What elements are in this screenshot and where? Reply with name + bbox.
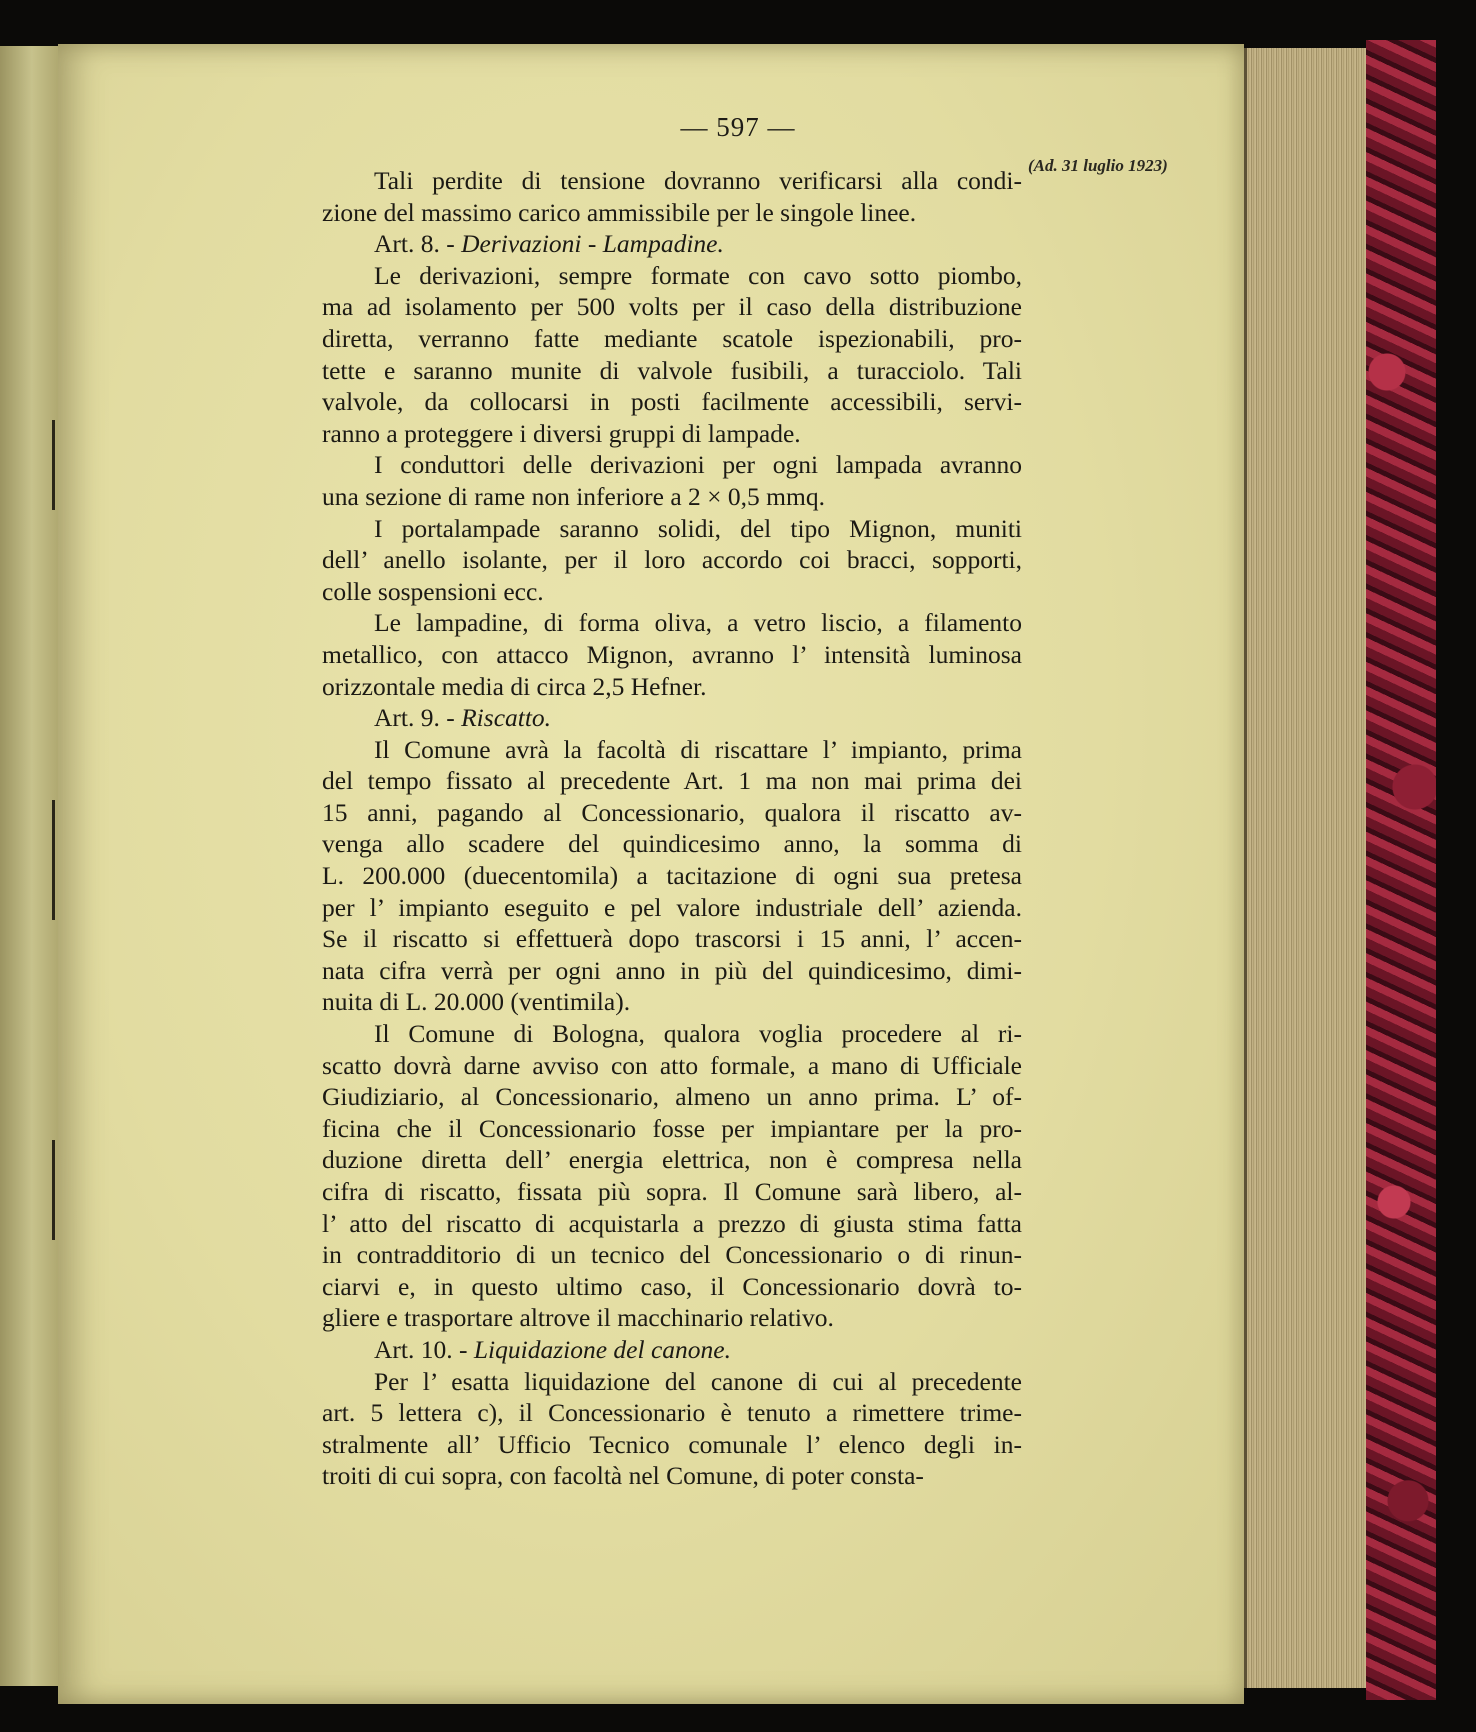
article-title: Riscatto.	[461, 703, 552, 733]
page-number: — 597 —	[680, 112, 796, 142]
article-number: Art. 9. -	[374, 703, 462, 733]
page-edges	[1244, 48, 1369, 1688]
article-title: Derivazioni - Lampadine.	[461, 229, 724, 259]
text-line: orizzontale media di circa 2,5 Hefner.	[322, 671, 707, 701]
text-line: del tempo fissato al precedente Art. 1 ma non mai prima dei	[322, 766, 1022, 796]
article-number: Art. 8. -	[374, 229, 462, 259]
text-line: scatto dovrà darne avviso con atto formale, a mano di Ufficiale	[322, 1050, 1022, 1080]
text-line: zione del massimo carico ammissibile per le singole linee.	[322, 197, 917, 227]
article-heading	[322, 228, 1022, 260]
text-line: Il Comune avrà la facoltà di riscattare l’ impianto, prima	[374, 734, 1022, 764]
text-line: l’ atto del riscatto di acquistarla a prezzo di giusta stima fatta	[322, 1208, 1022, 1238]
text-line: in contradditorio di un tecnico del Concessionario o di rinun-	[322, 1240, 1022, 1270]
text-line: tette e saranno munite di valvole fusibili, a turacciolo. Tali	[322, 355, 1022, 385]
text-line: nuita di L. 20.000 (ventimila).	[322, 987, 631, 1017]
binding-thread	[52, 1140, 55, 1240]
text-line: Giudiziario, al Concessionario, almeno un anno prima. L’ of-	[322, 1082, 1022, 1112]
text-line: Tali perdite di tensione dovranno verificarsi alla condi-	[374, 166, 1022, 195]
text-line: metallico, con attacco Mignon, avranno l’ intensità luminosa	[322, 639, 1022, 669]
text-line: Il Comune di Bologna, qualora voglia procedere al ri-	[374, 1019, 1022, 1049]
article-number: Art. 10. -	[374, 1334, 474, 1364]
marbled-cover	[1366, 40, 1436, 1700]
text-line: ciarvi e, in questo ultimo caso, il Concessionario dovrà to-	[322, 1271, 1022, 1301]
text-line: Se il riscatto si effettuerà dopo trascorsi i 15 anni, l’ accen-	[322, 924, 1022, 954]
body-text	[322, 165, 1022, 1492]
text-line: venga allo scadere del quindicesimo anno, la somma di	[322, 829, 1022, 859]
text-line: I conduttori delle derivazioni per ogni lampada avranno	[374, 450, 1022, 480]
article-title: Liquidazione del canone.	[473, 1334, 731, 1364]
text-line: per l’ impianto eseguito e pel valore industriale dell’ azienda.	[322, 892, 1022, 922]
text-line: dell’ anello isolante, per il loro accordo coi bracci, sopporti,	[322, 545, 1022, 575]
text-line: art. 5 lettera c), il Concessionario è tenuto a rimettere trime-	[322, 1398, 1022, 1428]
text-line: Le derivazioni, sempre formate con cavo sotto piombo,	[374, 260, 1022, 290]
text-line: diretta, verranno fatte mediante scatole ispezionabili, pro-	[322, 323, 1022, 353]
text-line: Per l’ esatta liquidazione del canone di cui al precedente	[374, 1366, 1022, 1396]
text-line: gliere e trasportare altrove il macchinario relativo.	[322, 1303, 834, 1333]
text-line: nata cifra verrà per ogni anno in più del quindicesimo, dimi-	[322, 955, 1022, 985]
text-line: L. 200.000 (duecentomila) a tacitazione di ogni sua pretesa	[322, 861, 1022, 891]
text-line: I portalampade saranno solidi, del tipo Mignon, muniti	[374, 513, 1022, 543]
facing-page-edge	[0, 46, 60, 1686]
text-line: stralmente all’ Ufficio Tecnico comunale l’ elenco degli in-	[322, 1429, 1022, 1459]
text-line: valvole, da collocarsi in posti facilmente accessibili, servi-	[322, 387, 1022, 417]
text-line: ma ad isolamento per 500 volts per il caso della distribuzione	[322, 292, 1022, 322]
text-line: 15 anni, pagando al Concessionario, qualora il riscatto av-	[322, 797, 1022, 827]
text-line: troiti di cui sopra, con facoltà nel Comune, di poter consta-	[322, 1461, 924, 1491]
text-line: ficina che il Concessionario fosse per impiantare per la pro-	[322, 1113, 1022, 1143]
text-line: colle sospensioni ecc.	[322, 576, 544, 606]
text-line: cifra di riscatto, fissata più sopra. Il Comune sarà libero, al-	[322, 1177, 1022, 1206]
article-heading	[322, 702, 1022, 734]
margin-date-note: (Ad. 31 luglio 1923)	[1028, 156, 1168, 175]
text-line: una sezione di rame non inferiore a 2 × 0,5 mmq.	[322, 481, 825, 511]
text-line: ranno a proteggere i diversi gruppi di lampade.	[322, 418, 801, 448]
text-line: Le lampadine, di forma oliva, a vetro liscio, a filamento	[374, 608, 1022, 638]
binding-thread	[52, 800, 55, 920]
binding-thread	[52, 420, 55, 510]
text-line: duzione diretta dell’ energia elettrica, non è compresa nella	[322, 1145, 1022, 1175]
article-heading	[322, 1334, 1022, 1366]
